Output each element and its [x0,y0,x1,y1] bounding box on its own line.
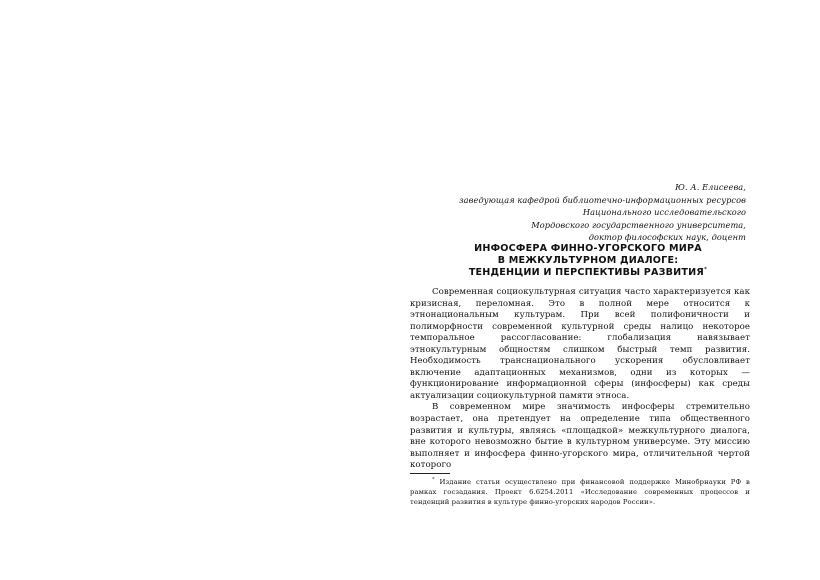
title-line-3-text: ТЕНДЕНЦИИ И ПЕРСПЕКТИВЫ РАЗВИТИЯ [468,267,704,279]
author-name: Ю. А. Елисеева, [675,182,746,192]
author-institution-line-2: Мордовского государственного университета, [531,219,746,230]
title-line-2: В МЕЖКУЛЬТУРНОМ ДИАЛОГЕ: [497,255,679,267]
author-info [430,181,746,244]
article-title [430,243,746,280]
author-institution-line-1: Национального исследовательского [582,207,746,218]
body-paragraph-1: Современная социокультурная ситуация часто характеризуется как кризисная, переломная. Это в полной мере относится к этнонациональным культурам. При всей полифоничности и полиморфности современной культурной среды налицо некоторое темпоральное рассогласование: глобализация навязывает этнокультурным общностям слишком быстрый темп развития. Необходимость транснационального ускорения обусловливает включение адаптационных механизмов, одни из которых — функционирование информационной сферы (инфосферы) как среды актуализации социокультурной памяти этноса. [410,287,750,401]
footnote-mark: * [432,476,435,483]
title-line-1: ИНФОСФЕРА ФИННО-УГОРСКОГО МИРА [474,243,702,254]
author-position: заведующая кафедрой библиотечно-информационных ресурсов [459,194,746,205]
body-paragraph-2: В современном мире значимость инфосферы стремительно возрастает, она претендует на определение типа общественного развития и культуры, являясь «площадкой» межкультурного диалога, вне которого невозможно бытие в культурном универсуме. Эту миссию выполняет и инфосфера финно-угорского мира, отличительной чертой которого [410,402,750,471]
title-line-3 [430,267,746,279]
footnote-separator [410,473,450,474]
article-body [410,287,750,472]
footnote [410,477,750,508]
author-degree: доктор философских наук, доцент [588,232,746,243]
title-footnote-mark: * [703,266,708,274]
footnote-text: Издание статьи осуществлено при финансовой поддержке Минобрнауки РФ в рамках госзадания. Проект 6.6254.2011 «Исследование современных процессов и тенденций развития в культуре финно-угорских народов России». [410,478,750,507]
footnote-paragraph [410,477,750,508]
